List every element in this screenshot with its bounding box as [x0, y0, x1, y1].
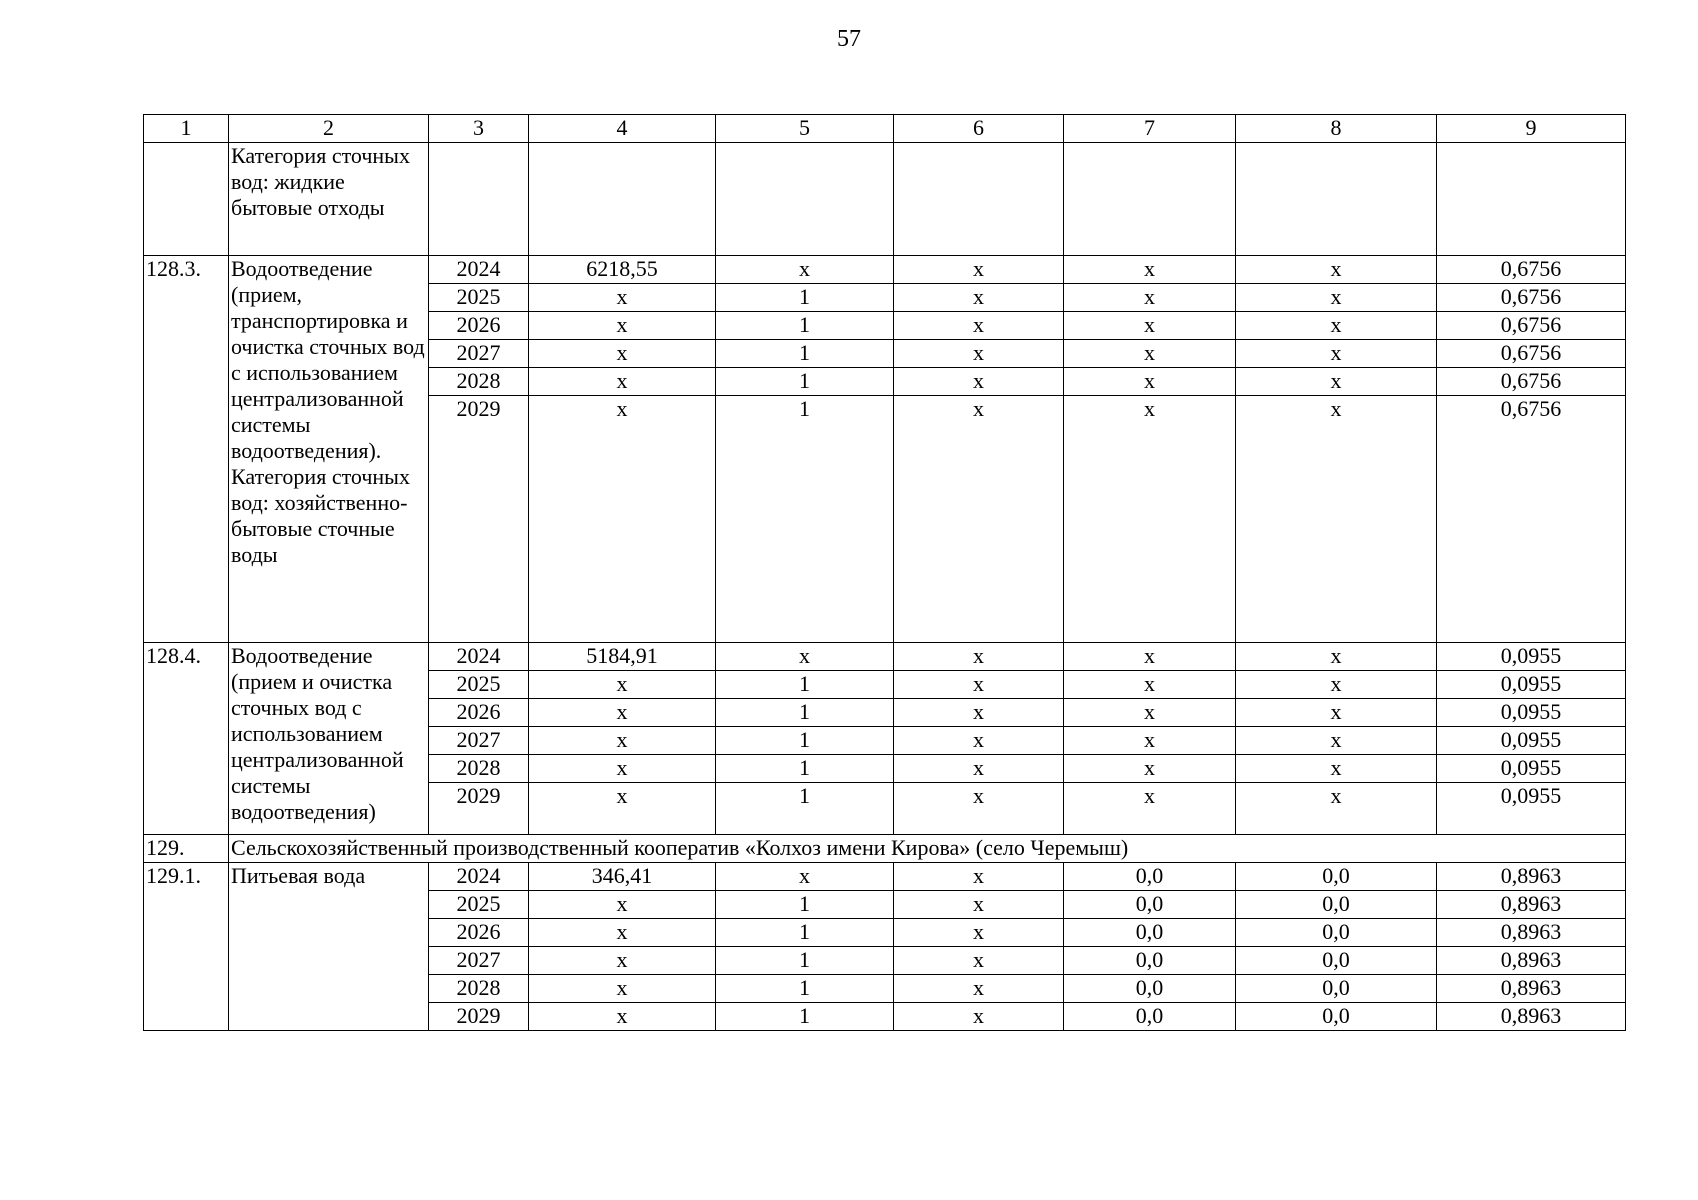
year-cell: 2029 — [429, 396, 529, 643]
value-cell: х — [529, 755, 716, 783]
value-cell: х — [1064, 643, 1236, 671]
year-cell: 2025 — [429, 891, 529, 919]
value-cell: х — [1064, 396, 1236, 643]
value-cell: х — [894, 863, 1064, 891]
value-cell: 1 — [716, 919, 894, 947]
value-cell: х — [894, 368, 1064, 396]
service-name-cell: Водоотведение (прием, транспортировка и очистка сточных вод с использованием централизованной системы водоотведения). Категория сточных вод: хозяйственно-бытовые сточные воды — [229, 256, 429, 643]
year-cell: 2024 — [429, 643, 529, 671]
value-cell: х — [529, 947, 716, 975]
value-cell: х — [894, 643, 1064, 671]
row-number-cell: 128.3. — [144, 256, 229, 643]
year-cell: 2026 — [429, 312, 529, 340]
value-cell: х — [894, 699, 1064, 727]
value-cell: х — [1064, 368, 1236, 396]
value-cell: 0,8963 — [1437, 891, 1626, 919]
value-cell: 0,8963 — [1437, 1003, 1626, 1031]
page-number: 57 — [837, 26, 861, 52]
value-cell: 1 — [716, 783, 894, 835]
value-cell: х — [529, 727, 716, 755]
value-cell: 0,0 — [1064, 1003, 1236, 1031]
value-cell: 1 — [716, 396, 894, 643]
year-cell: 2025 — [429, 671, 529, 699]
value-cell: х — [894, 783, 1064, 835]
service-name-cell: Водоотведение (прием и очистка сточных вод с использованием централизованной системы водоотведения) — [229, 643, 429, 835]
value-cell: х — [894, 284, 1064, 312]
year-cell: 2029 — [429, 783, 529, 835]
header-cell: 3 — [429, 115, 529, 143]
value-cell: х — [529, 312, 716, 340]
value-cell: х — [1064, 312, 1236, 340]
value-cell: 1 — [716, 340, 894, 368]
table-cell — [429, 143, 529, 256]
value-cell: 0,0 — [1064, 975, 1236, 1003]
value-cell: х — [1236, 755, 1437, 783]
value-cell: 6218,55 — [529, 256, 716, 284]
table-row — [144, 256, 1626, 284]
tariff-table — [143, 114, 1626, 1031]
value-cell: 1 — [716, 699, 894, 727]
header-cell: 9 — [1437, 115, 1626, 143]
value-cell: 1 — [716, 1003, 894, 1031]
year-cell: 2024 — [429, 256, 529, 284]
year-cell: 2028 — [429, 368, 529, 396]
value-cell: х — [894, 891, 1064, 919]
value-cell: 0,0 — [1064, 919, 1236, 947]
row-number-cell: 129.1. — [144, 863, 229, 1031]
value-cell: х — [1236, 312, 1437, 340]
value-cell: х — [894, 396, 1064, 643]
year-cell: 2027 — [429, 947, 529, 975]
value-cell: 1 — [716, 727, 894, 755]
value-cell: х — [1236, 340, 1437, 368]
year-cell: 2025 — [429, 284, 529, 312]
table-row — [144, 835, 1626, 863]
value-cell: х — [894, 1003, 1064, 1031]
value-cell: 0,6756 — [1437, 396, 1626, 643]
value-cell: х — [529, 340, 716, 368]
table-cell — [529, 143, 716, 256]
value-cell: х — [529, 284, 716, 312]
value-cell: 1 — [716, 975, 894, 1003]
value-cell: 0,0 — [1064, 947, 1236, 975]
row-number-cell — [144, 143, 229, 256]
organization-name-cell: Сельскохозяйственный производственный кооператив «Колхоз имени Кирова» (село Черемыш) — [229, 835, 1626, 863]
table-cell — [1236, 143, 1437, 256]
value-cell: х — [1064, 284, 1236, 312]
value-cell: 0,0 — [1236, 947, 1437, 975]
value-cell: 1 — [716, 368, 894, 396]
header-cell: 1 — [144, 115, 229, 143]
header-cell: 7 — [1064, 115, 1236, 143]
value-cell: х — [1064, 755, 1236, 783]
value-cell: х — [1064, 727, 1236, 755]
value-cell: 0,0 — [1236, 891, 1437, 919]
value-cell: 0,6756 — [1437, 312, 1626, 340]
value-cell: 0,8963 — [1437, 863, 1626, 891]
value-cell: х — [1064, 699, 1236, 727]
value-cell: 0,8963 — [1437, 947, 1626, 975]
service-name-cell: Питьевая вода — [229, 863, 429, 1031]
value-cell: 1 — [716, 947, 894, 975]
value-cell: х — [716, 256, 894, 284]
value-cell: х — [894, 947, 1064, 975]
value-cell: 0,0955 — [1437, 783, 1626, 835]
table-cell — [1437, 143, 1626, 256]
year-cell: 2028 — [429, 975, 529, 1003]
value-cell: х — [1236, 284, 1437, 312]
value-cell: х — [894, 256, 1064, 284]
value-cell: х — [1236, 783, 1437, 835]
table-cell — [894, 143, 1064, 256]
value-cell: 0,6756 — [1437, 340, 1626, 368]
value-cell: 1 — [716, 671, 894, 699]
header-row — [144, 115, 1626, 143]
header-cell: 4 — [529, 115, 716, 143]
value-cell: х — [1236, 256, 1437, 284]
value-cell: х — [894, 312, 1064, 340]
value-cell: х — [529, 1003, 716, 1031]
value-cell: х — [529, 671, 716, 699]
value-cell: 0,8963 — [1437, 919, 1626, 947]
value-cell: х — [1236, 643, 1437, 671]
value-cell: 0,0955 — [1437, 727, 1626, 755]
value-cell: 0,0 — [1236, 919, 1437, 947]
table-row — [144, 643, 1626, 671]
value-cell: х — [894, 340, 1064, 368]
row-number-cell: 128.4. — [144, 643, 229, 835]
value-cell: 0,0 — [1064, 863, 1236, 891]
value-cell: х — [529, 919, 716, 947]
value-cell: 346,41 — [529, 863, 716, 891]
value-cell: х — [529, 975, 716, 1003]
year-cell: 2027 — [429, 340, 529, 368]
value-cell: х — [1064, 671, 1236, 699]
value-cell: 1 — [716, 891, 894, 919]
value-cell: 5184,91 — [529, 643, 716, 671]
value-cell: 0,0 — [1236, 1003, 1437, 1031]
value-cell: х — [1064, 340, 1236, 368]
header-cell: 5 — [716, 115, 894, 143]
value-cell: х — [529, 699, 716, 727]
value-cell: х — [894, 919, 1064, 947]
value-cell: х — [1236, 368, 1437, 396]
year-cell: 2027 — [429, 727, 529, 755]
value-cell: х — [529, 783, 716, 835]
value-cell: х — [1236, 396, 1437, 643]
header-cell: 6 — [894, 115, 1064, 143]
year-cell: 2029 — [429, 1003, 529, 1031]
year-cell: 2028 — [429, 755, 529, 783]
year-cell: 2024 — [429, 863, 529, 891]
value-cell: 0,6756 — [1437, 284, 1626, 312]
table-cell — [1064, 143, 1236, 256]
value-cell: х — [1236, 671, 1437, 699]
value-cell: х — [1236, 699, 1437, 727]
value-cell: х — [529, 891, 716, 919]
value-cell: х — [716, 643, 894, 671]
table-row — [144, 863, 1626, 891]
service-name-cell: Категория сточных вод: жидкие бытовые отходы — [229, 143, 429, 256]
table-cell — [716, 143, 894, 256]
value-cell: х — [894, 727, 1064, 755]
header-cell: 2 — [229, 115, 429, 143]
value-cell: 0,0 — [1236, 863, 1437, 891]
value-cell: х — [894, 671, 1064, 699]
row-number-cell: 129. — [144, 835, 229, 863]
year-cell: 2026 — [429, 919, 529, 947]
value-cell: х — [529, 368, 716, 396]
value-cell: 0,0 — [1236, 975, 1437, 1003]
value-cell: х — [894, 975, 1064, 1003]
value-cell: 0,0955 — [1437, 699, 1626, 727]
year-cell: 2026 — [429, 699, 529, 727]
value-cell: 0,6756 — [1437, 368, 1626, 396]
value-cell: 1 — [716, 755, 894, 783]
value-cell: 0,0955 — [1437, 755, 1626, 783]
value-cell: 1 — [716, 312, 894, 340]
value-cell: х — [1236, 727, 1437, 755]
value-cell: 0,0955 — [1437, 643, 1626, 671]
value-cell: 1 — [716, 284, 894, 312]
value-cell: х — [1064, 256, 1236, 284]
value-cell: 0,8963 — [1437, 975, 1626, 1003]
value-cell: х — [529, 396, 716, 643]
value-cell: 0,6756 — [1437, 256, 1626, 284]
header-cell: 8 — [1236, 115, 1437, 143]
value-cell: х — [894, 755, 1064, 783]
value-cell: 0,0955 — [1437, 671, 1626, 699]
value-cell: х — [716, 863, 894, 891]
value-cell: х — [1064, 783, 1236, 835]
value-cell: 0,0 — [1064, 891, 1236, 919]
table-row — [144, 143, 1626, 256]
